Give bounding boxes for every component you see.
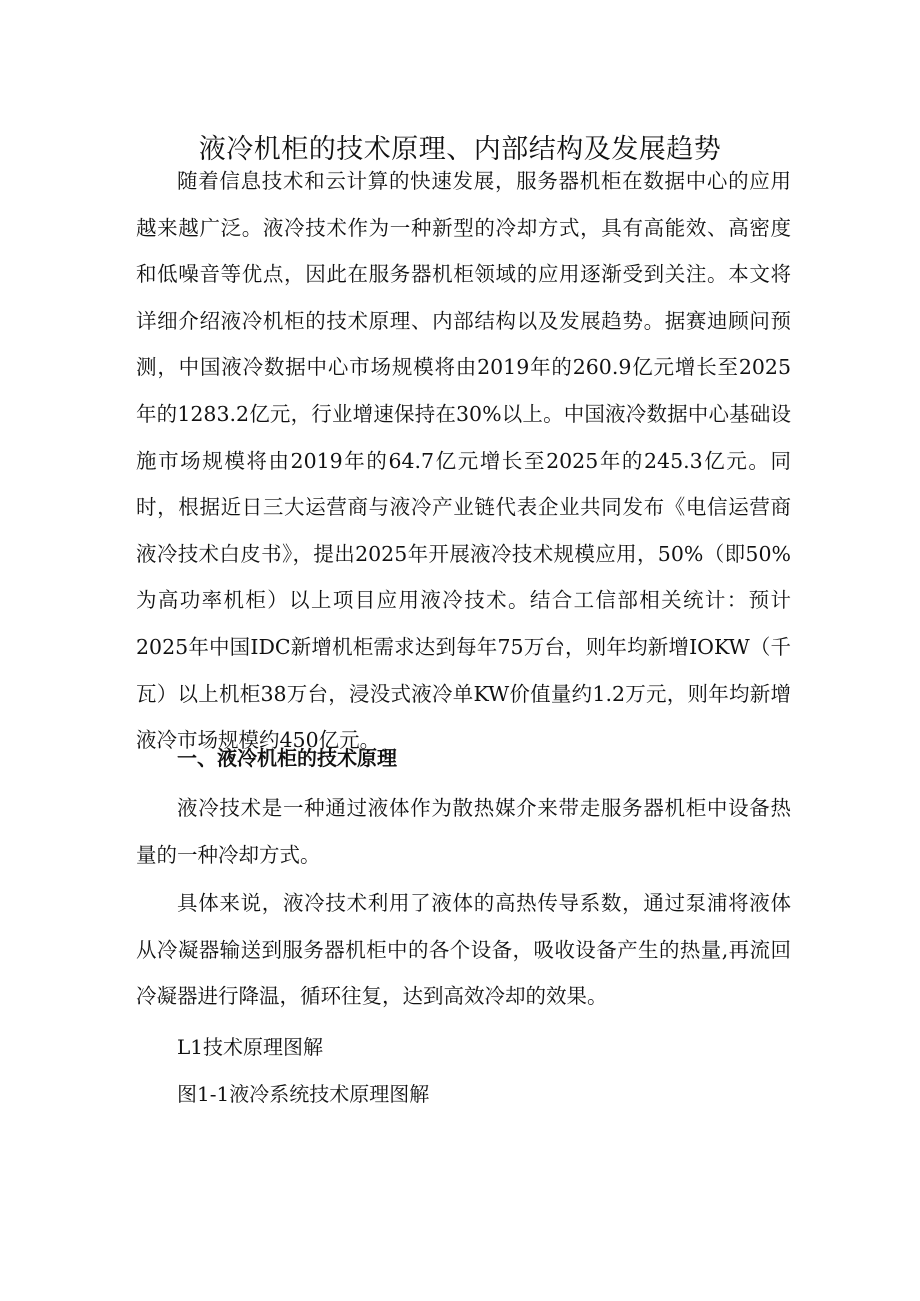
intro-paragraph: 随着信息技术和云计算的快速发展，服务器机柜在数据中心的应用越来越广泛。液冷技术作为一种新型的冷却方式，具有高能效、高密度和低噪音等优点，因此在服务器机柜领域的应用逐渐受到关注。本文将详细介绍液冷机柜的技术原理、内部结构以及发展趋势。据赛迪顾问预测，中国液冷数据中心市场规模将由2019年的260.9亿元增长至2025年的1283.2亿元，行业增速保持在30%以上。中国液冷数据中心基础设施市场规模将由2019年的64.7亿元增长至2025年的245.3亿元。同时，根据近日三大运营商与液冷产业链代表企业共同发布《电信运营商液冷技术白皮书》，提出2025年开展液冷技术规模应用，50%（即50%为高功率机柜）以上项目应用液冷技术。结合工信部相关统计：预计2025年中国IDC新增机柜需求达到每年75万台，则年均新增IOKW（千瓦）以上机柜38万台，浸没式液冷单KW价值量约1.2万元，则年均新增液冷市场规模约450亿元。 [136, 169, 791, 753]
document-title: 液冷机柜的技术原理、内部结构及发展趋势 [198, 134, 722, 166]
section-heading: 一、液冷机柜的技术原理 [177, 746, 397, 770]
figure-caption: 图1-1液冷系统技术原理图解 [177, 1082, 430, 1106]
principle-detail-paragraph: 具体来说，液冷技术利用了液体的高热传导系数，通过泵浦将液体从冷凝器输送到服务器机柜中的各个设备，吸收设备产生的热量,再流回冷凝器进行降温，循环往复，达到高效冷却的效果。 [136, 891, 791, 1009]
principle-paragraph: 液冷技术是一种通过液体作为散热媒介来带走服务器机柜中设备热量的一种冷却方式。 [136, 796, 791, 867]
subsection-label: L1技术原理图解 [177, 1035, 324, 1059]
